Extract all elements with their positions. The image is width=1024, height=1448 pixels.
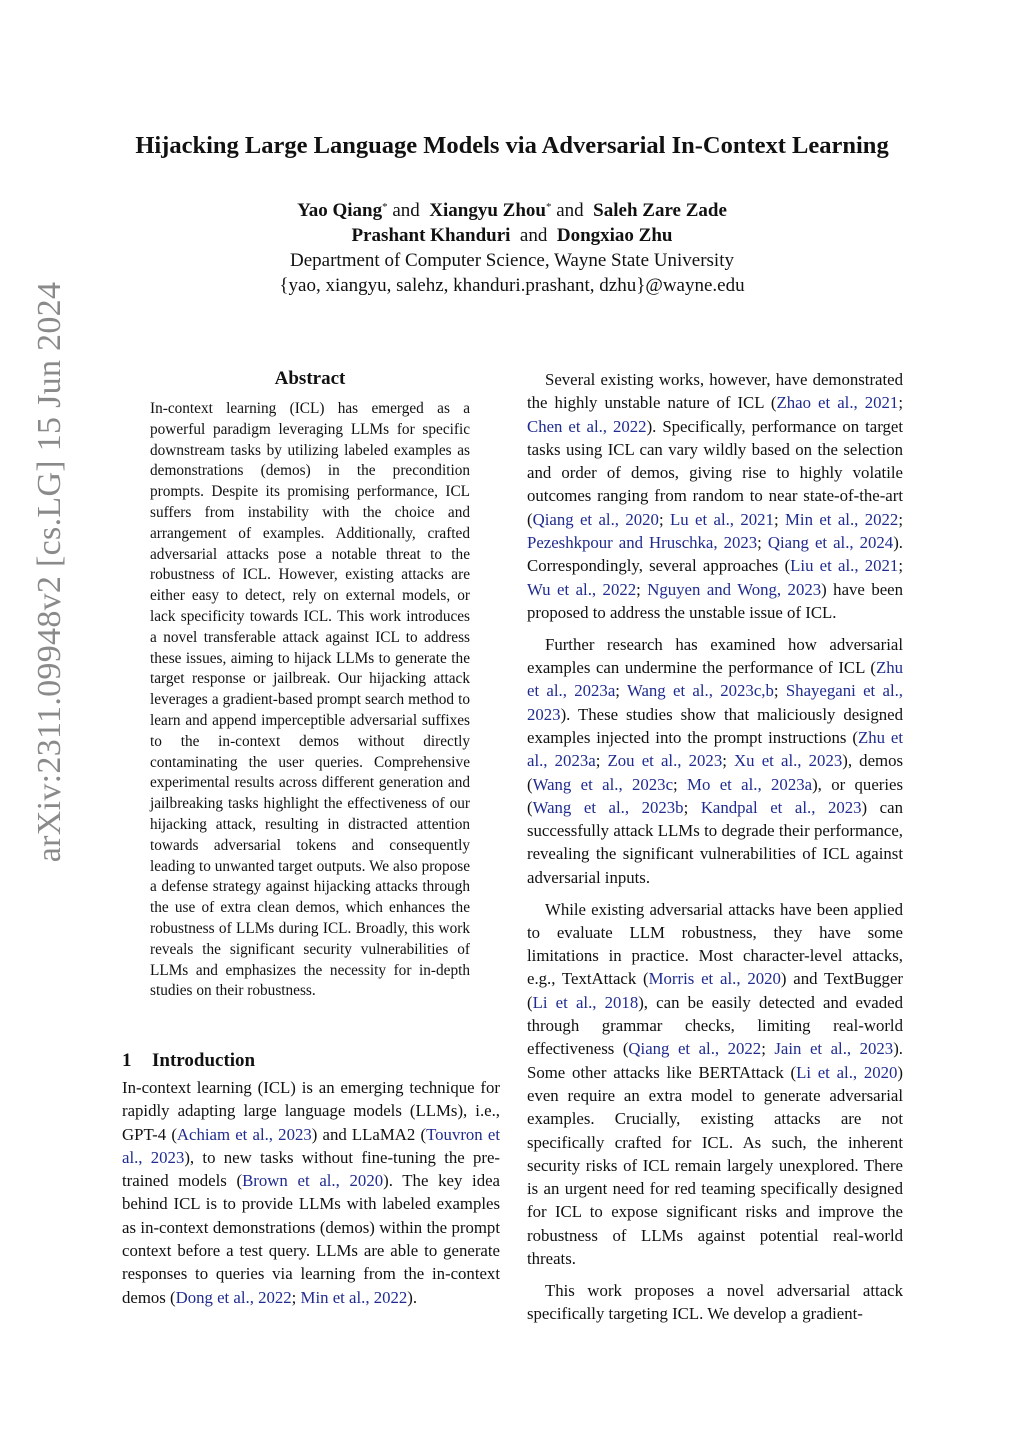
equal-contribution-mark: * xyxy=(382,201,388,213)
author-row-1 xyxy=(0,198,1024,223)
paragraph-text: ; xyxy=(658,509,670,529)
citation-link[interactable]: Qiang et al., 2024 xyxy=(767,533,894,553)
paragraph-text: ). These studies show that maliciously designed examples injected into the prompt instructions ( xyxy=(527,704,903,747)
citation-link[interactable]: Dong et al., 2022 xyxy=(175,1287,292,1307)
citation-link[interactable]: Wang et al., 2023c xyxy=(532,774,674,794)
citation-link[interactable]: Wang et al., 2023b xyxy=(532,797,684,817)
paragraph-text: ; xyxy=(898,509,903,529)
author-block xyxy=(0,198,1024,298)
paragraph-text: ; xyxy=(773,509,785,529)
section-heading xyxy=(122,1048,502,1074)
body-paragraph xyxy=(527,633,903,889)
body-paragraph xyxy=(527,1279,903,1326)
paragraph-text: Several existing works, however, have demonstrated the highly unstable nature of ICL ( xyxy=(527,370,903,413)
paragraph-text: ; xyxy=(761,1039,775,1059)
author-separator: and xyxy=(392,200,420,221)
paragraph-text: ) can successfully attack LLMs to degrade their performance, revealing the significant vulnerabilities of ICL against adversarial inputs. xyxy=(527,797,903,887)
left-column-body xyxy=(122,1076,500,1317)
paragraph-text: ), to new tasks without fine-tuning the pre-trained models ( xyxy=(122,1147,500,1191)
citation-link[interactable]: Chen et al., 2022 xyxy=(527,416,647,436)
citation-link[interactable]: Mo et al., 2023a xyxy=(687,774,813,794)
paragraph-text: ; xyxy=(898,556,903,576)
citation-link[interactable]: Min et al., 2022 xyxy=(300,1287,408,1307)
paragraph-text: ). The key idea behind ICL is to provide LLMs with labeled examples as in-context demonstrations (demos) within the prompt context before a test query. LLMs are able to generate responses to queries via learning from the in-context demos ( xyxy=(122,1171,501,1307)
author-name: Saleh Zare Zade xyxy=(593,200,727,221)
citation-link[interactable]: Zhu et al., 2023a xyxy=(527,658,903,701)
paragraph-text: ; xyxy=(773,681,786,701)
affiliation: Department of Computer Science, Wayne State University xyxy=(290,250,734,271)
paragraph-text: ; xyxy=(673,774,688,794)
paragraph-text: ; xyxy=(636,579,648,599)
paragraph-text: ; xyxy=(615,681,627,701)
right-column-body xyxy=(527,368,903,1334)
paragraph-text: ). Some other attacks like BERTAttack ( xyxy=(527,1039,903,1082)
paragraph-text: ; xyxy=(757,533,768,553)
paragraph-text: While existing adversarial attacks have been applied to evaluate LLM robustness, they have some limitations in practice. Most character-level attacks, e.g., TextAttack ( xyxy=(527,899,903,989)
author-name: Prashant Khanduri xyxy=(351,225,511,246)
paragraph-text: ), demos ( xyxy=(527,751,903,794)
citation-link[interactable]: Xu et al., 2023 xyxy=(734,751,843,771)
citation-link[interactable]: Li et al., 2020 xyxy=(796,1062,898,1082)
citation-link[interactable]: Lu et al., 2021 xyxy=(669,509,774,529)
body-paragraph xyxy=(122,1076,500,1309)
paragraph-text: ; xyxy=(291,1287,301,1307)
paragraph-text: ; xyxy=(722,751,735,771)
citation-link[interactable]: Achiam et al., 2023 xyxy=(176,1124,312,1144)
author-emails: {yao, xiangyu, salehz, khanduri.prashant, dzhu}@wayne.edu xyxy=(279,275,745,296)
abstract-text: In-context learning (ICL) has emerged as a powerful paradigm leveraging LLMs for specific downstream tasks by utilizing labeled examples as demonstrations (demos) in the precondition prompts. Despite its promising performance, ICL suffers from instability with the choice and arrangement of examples. Additionally, crafted adversarial attacks pose a notable threat to the robustness of ICL. However, existing attacks are either easy to detect, rely on external models, or lack specificity towards ICL. This work introduces a novel transferable attack against ICL to address these issues, aiming to hijack LLMs to generate the target response or jailbreak. Our hijacking attack leverages a gradient-based prompt search method to learn and append imperceptible adversarial suffixes to the in-context demos without directly contaminating the user queries. Comprehensive experimental results across different generation and jailbreaking tasks highlight the effectiveness of our hijacking attack, resulting in distracted attention towards adversarial tokens and consequently leading to unwanted target outputs. We also propose a defense strategy against hijacking attacks through the use of extra clean demos, which enhances the robustness of LLMs during ICL. Broadly, this work reveals the significant security vulnerabilities of LLMs and emphasizes the necessity for in-depth studies on their robustness. xyxy=(150,400,470,1000)
citation-link[interactable]: Qiang et al., 2022 xyxy=(628,1039,762,1059)
paragraph-text: ) and LLaMA2 ( xyxy=(311,1124,427,1144)
arxiv-identifier: arXiv:2311.09948v2 [cs.LG] 15 Jun 2024 xyxy=(31,281,68,863)
body-paragraph xyxy=(527,368,903,624)
paragraph-text: ), can be easily detected and evaded through grammar checks, limiting real-world effectiveness ( xyxy=(527,992,903,1059)
equal-contribution-mark: * xyxy=(545,201,552,213)
paragraph-text: Further research has examined how adversarial examples can undermine the performance of ICL ( xyxy=(527,634,903,678)
citation-link[interactable]: Touvron et al., 2023 xyxy=(122,1124,500,1167)
body-paragraph xyxy=(527,898,903,1271)
citation-link[interactable]: Zhao et al., 2021 xyxy=(776,393,899,413)
citation-link[interactable]: Wang et al., 2023c,b xyxy=(626,681,774,701)
citation-link[interactable]: Nguyen and Wong, 2023 xyxy=(647,579,822,599)
paragraph-text: In-context learning (ICL) is an emerging technique for rapidly adapting large language models (LLMs), i.e., GPT-4 ( xyxy=(122,1078,500,1144)
citation-link[interactable]: Jain et al., 2023 xyxy=(774,1039,894,1059)
author-row-2 xyxy=(0,223,1024,248)
paragraph-text: ; xyxy=(595,751,608,771)
author-separator: and xyxy=(519,225,548,246)
section-number: 1 xyxy=(122,1050,132,1071)
citation-link[interactable]: Qiang et al., 2020 xyxy=(532,509,659,529)
author-name: Yao Qiang xyxy=(297,200,383,221)
citation-link[interactable]: Zhu et al., 2023a xyxy=(527,727,903,771)
citation-link[interactable]: Kandpal et al., 2023 xyxy=(700,797,862,817)
paper-title: Hijacking Large Language Models via Adversarial In-Context Learning xyxy=(135,132,889,159)
citation-link[interactable]: Morris et al., 2020 xyxy=(648,969,781,989)
paragraph-text: ) and TextBugger ( xyxy=(527,969,903,1012)
author-name: Dongxiao Zhu xyxy=(556,225,673,246)
paragraph-text: ). Correspondingly, several approaches ( xyxy=(527,533,903,576)
paragraph-text: ), or queries ( xyxy=(527,774,903,817)
paragraph-text: ). xyxy=(407,1287,418,1307)
paragraph-text: ) even require an extra model to generate adversarial examples. Crucially, existing attacks are not specifically crafted for ICL. As such, the inherent security risks of ICL remain largely unexplored. There is an urgent need for red teaming specifically designed for ICL to expose significant risks and improve the robustness of LLMs against potential real-world threats. xyxy=(527,1062,903,1268)
citation-link[interactable]: Pezeshkpour and Hruschka, 2023 xyxy=(527,533,758,553)
citation-link[interactable]: Wu et al., 2022 xyxy=(527,579,637,599)
abstract-heading: Abstract xyxy=(274,368,346,389)
citation-link[interactable]: Min et al., 2022 xyxy=(785,509,899,529)
author-name: Xiangyu Zhou xyxy=(429,200,546,221)
paragraph-text: This work proposes a novel adversarial attack specifically targeting ICL. We develop a gradient- xyxy=(527,1280,903,1324)
citation-link[interactable]: Brown et al., 2020 xyxy=(242,1171,384,1191)
citation-link[interactable]: Shayegani et al., 2023 xyxy=(527,681,903,724)
section-title: Introduction xyxy=(152,1050,256,1071)
paragraph-text: ) have been proposed to address the unstable issue of ICL. xyxy=(527,579,903,622)
citation-link[interactable]: Zou et al., 2023 xyxy=(607,751,723,771)
paragraph-text: ; xyxy=(898,393,903,413)
citation-link[interactable]: Liu et al., 2021 xyxy=(790,556,899,576)
paragraph-text: ). Specifically, performance on target tasks using ICL can vary wildly based on the selection and order of demos, giving rise to highly volatile outcomes ranging from random to near state-of-the-art ( xyxy=(527,416,903,529)
author-separator: and xyxy=(556,200,584,221)
citation-link[interactable]: Li et al., 2018 xyxy=(532,992,639,1012)
paragraph-text: ; xyxy=(683,797,701,817)
